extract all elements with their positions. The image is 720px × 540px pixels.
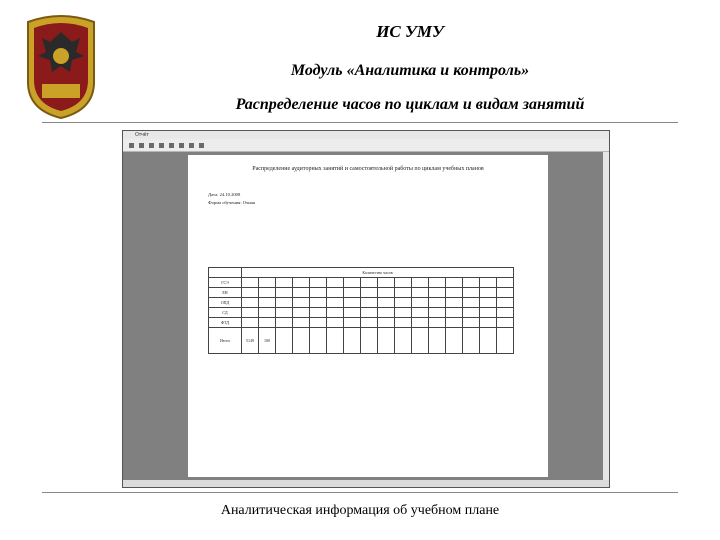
table-row-label: ОПД bbox=[209, 298, 242, 308]
toolbar-icon bbox=[169, 143, 174, 148]
toolbar-icon bbox=[159, 143, 164, 148]
toolbar-icon bbox=[179, 143, 184, 148]
module-subtitle: Модуль «Аналитика и контроль» bbox=[290, 62, 530, 79]
divider-top bbox=[42, 122, 678, 123]
toolbar-icon bbox=[189, 143, 194, 148]
toolbar-icon bbox=[129, 143, 134, 148]
report-window-titlebar bbox=[123, 131, 609, 139]
report-meta bbox=[208, 191, 255, 206]
report-page bbox=[188, 155, 548, 477]
university-crest-logo bbox=[20, 12, 102, 120]
report-title: Распределение аудиторных занятий и самостоятельной работы по циклам учебных планов bbox=[252, 166, 484, 172]
table-cell: 100 bbox=[259, 328, 276, 354]
report-study-form: Форма обучения: Очная bbox=[208, 199, 256, 205]
divider-bottom bbox=[42, 492, 678, 493]
table-header-cell bbox=[209, 268, 242, 278]
table-header-cell: Количество часов bbox=[242, 268, 514, 278]
table-row-label: СД bbox=[209, 308, 242, 318]
table-row-label: Итого bbox=[209, 328, 242, 354]
vertical-scrollbar bbox=[603, 152, 609, 480]
toolbar-icon bbox=[199, 143, 204, 148]
slide-caption: Аналитическая информация об учебном плане bbox=[220, 503, 500, 518]
toolbar-icon bbox=[149, 143, 154, 148]
hours-table bbox=[208, 267, 514, 354]
table-row-label: ГСЭ bbox=[209, 278, 242, 288]
window-title: Отчёт bbox=[135, 132, 149, 138]
status-bar bbox=[123, 480, 609, 487]
report-window-screenshot bbox=[122, 130, 610, 488]
table-cell: 5149 bbox=[242, 328, 259, 354]
page-title: ИС УМУ bbox=[376, 22, 444, 41]
report-toolbar bbox=[123, 139, 609, 152]
toolbar-icon bbox=[139, 143, 144, 148]
table-row-label: ФТД bbox=[209, 318, 242, 328]
section-heading: Распределение часов по циклам и видам занятий bbox=[235, 96, 585, 113]
table-row-label: ЕН bbox=[209, 288, 242, 298]
report-date: Дата: 24.10.2008 bbox=[208, 192, 241, 197]
